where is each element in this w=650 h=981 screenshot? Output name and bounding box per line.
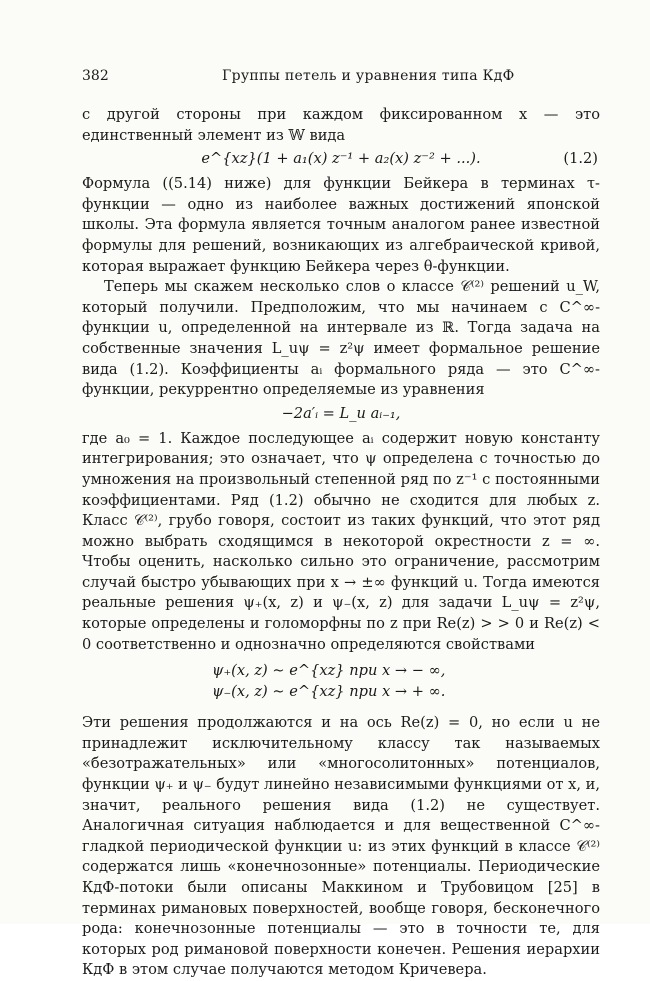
paragraph-5: Эти решения продолжаются и на ось Re(z) = 0, но если u не принадлежит исключительному классу так называемых «безотражательных» или «многосолитонных» потенциалов, функции ψ₊ и ψ₋ будут линейно независимыми функциями от x, и, значит, реального решения вида (1.2) не существует. Аналогичная ситуация наблюдается и для вещественной C^∞-гладкой периодической функции u: из этих функций в классе 𝒞⁽²⁾ содержатся лишь «конечнозонные» потенциалы. Периодические КдФ-потоки были описаны Маккином и Трубовицом [25] в терминах римановых поверхностей, вообще говоря, бесконечного рода: конечнозонные потенциалы — это в точности те, для которых род римановой поверхности конечен. Решения иерархии КдФ в этом случае получаются методом Кричевера.	[82, 714, 600, 979]
page-number: 382	[82, 68, 109, 84]
equation-1-2-number: (1.2)	[563, 150, 598, 168]
page-header	[82, 68, 602, 90]
body-text	[82, 105, 600, 981]
paragraph-2: Формула ((5.14) ниже) для функции Бейкера в терминах τ-функции — одно из наиболее важных достижений японской школы. Эта формула является точным аналогом ранее известной формулы для решений, возникающих из алгебраической кривой, которая выражает функцию Бейкера через θ-функции.	[82, 175, 600, 275]
equation-recurrence	[82, 404, 600, 426]
equation-recurrence-formula: −2a′ᵢ = L_u aᵢ₋₁,	[281, 404, 401, 422]
paragraph-1: с другой стороны при каждом фиксированном x — это единственный элемент из 𝕎 вида	[82, 106, 600, 144]
asymptotic-conditions	[212, 661, 600, 703]
equation-1-2	[82, 149, 600, 171]
equation-1-2-formula: e^{xz}(1 + a₁(x) z⁻¹ + a₂(x) z⁻² + ...).	[201, 150, 481, 168]
paragraph-3: Теперь мы скажем несколько слов о классе 𝒞⁽²⁾ решений u_W, который получили. Предположим, что мы начинаем с C^∞-функции u, определенной на интервале из ℝ. Тогда задача на собственные значения L_uψ = z²ψ имеет формальное решение вида (1.2). Коэффициенты aᵢ формального ряда — это C^∞-функции, рекуррентно определяемые из уравнения	[82, 278, 600, 399]
condition-psi-plus: ψ₊(x, z) ∼ e^{xz} при x → − ∞,	[212, 662, 446, 680]
condition-psi-minus: ψ₋(x, z) ∼ e^{xz} при x → + ∞.	[212, 683, 446, 701]
paragraph-4: где a₀ = 1. Каждое последующее aᵢ содержит новую константу интегрирования; это означает, что ψ определена с точностью до умножения на произвольный степенной ряд по z⁻¹ с постоянными коэффициентами. Ряд (1.2) обычно не сходится для любых z. Класс 𝒞⁽²⁾, грубо говоря, состоит из таких функций, что этот ряд можно выбрать сходящимся в некоторой окрестности z = ∞. Чтобы оценить, насколько сильно это ограничение, рассмотрим случай быстро убывающих при x → ±∞ функций u. Тогда имеются реальные решения ψ₊(x, z) и ψ₋(x, z) для задачи L_uψ = z²ψ, которые определены и голоморфны по z при Re(z) > > 0 и Re(z) < 0 соответственно и однозначно определяются свойствами	[82, 429, 600, 653]
running-head: Группы петель и уравнения типа КдФ	[222, 68, 515, 84]
